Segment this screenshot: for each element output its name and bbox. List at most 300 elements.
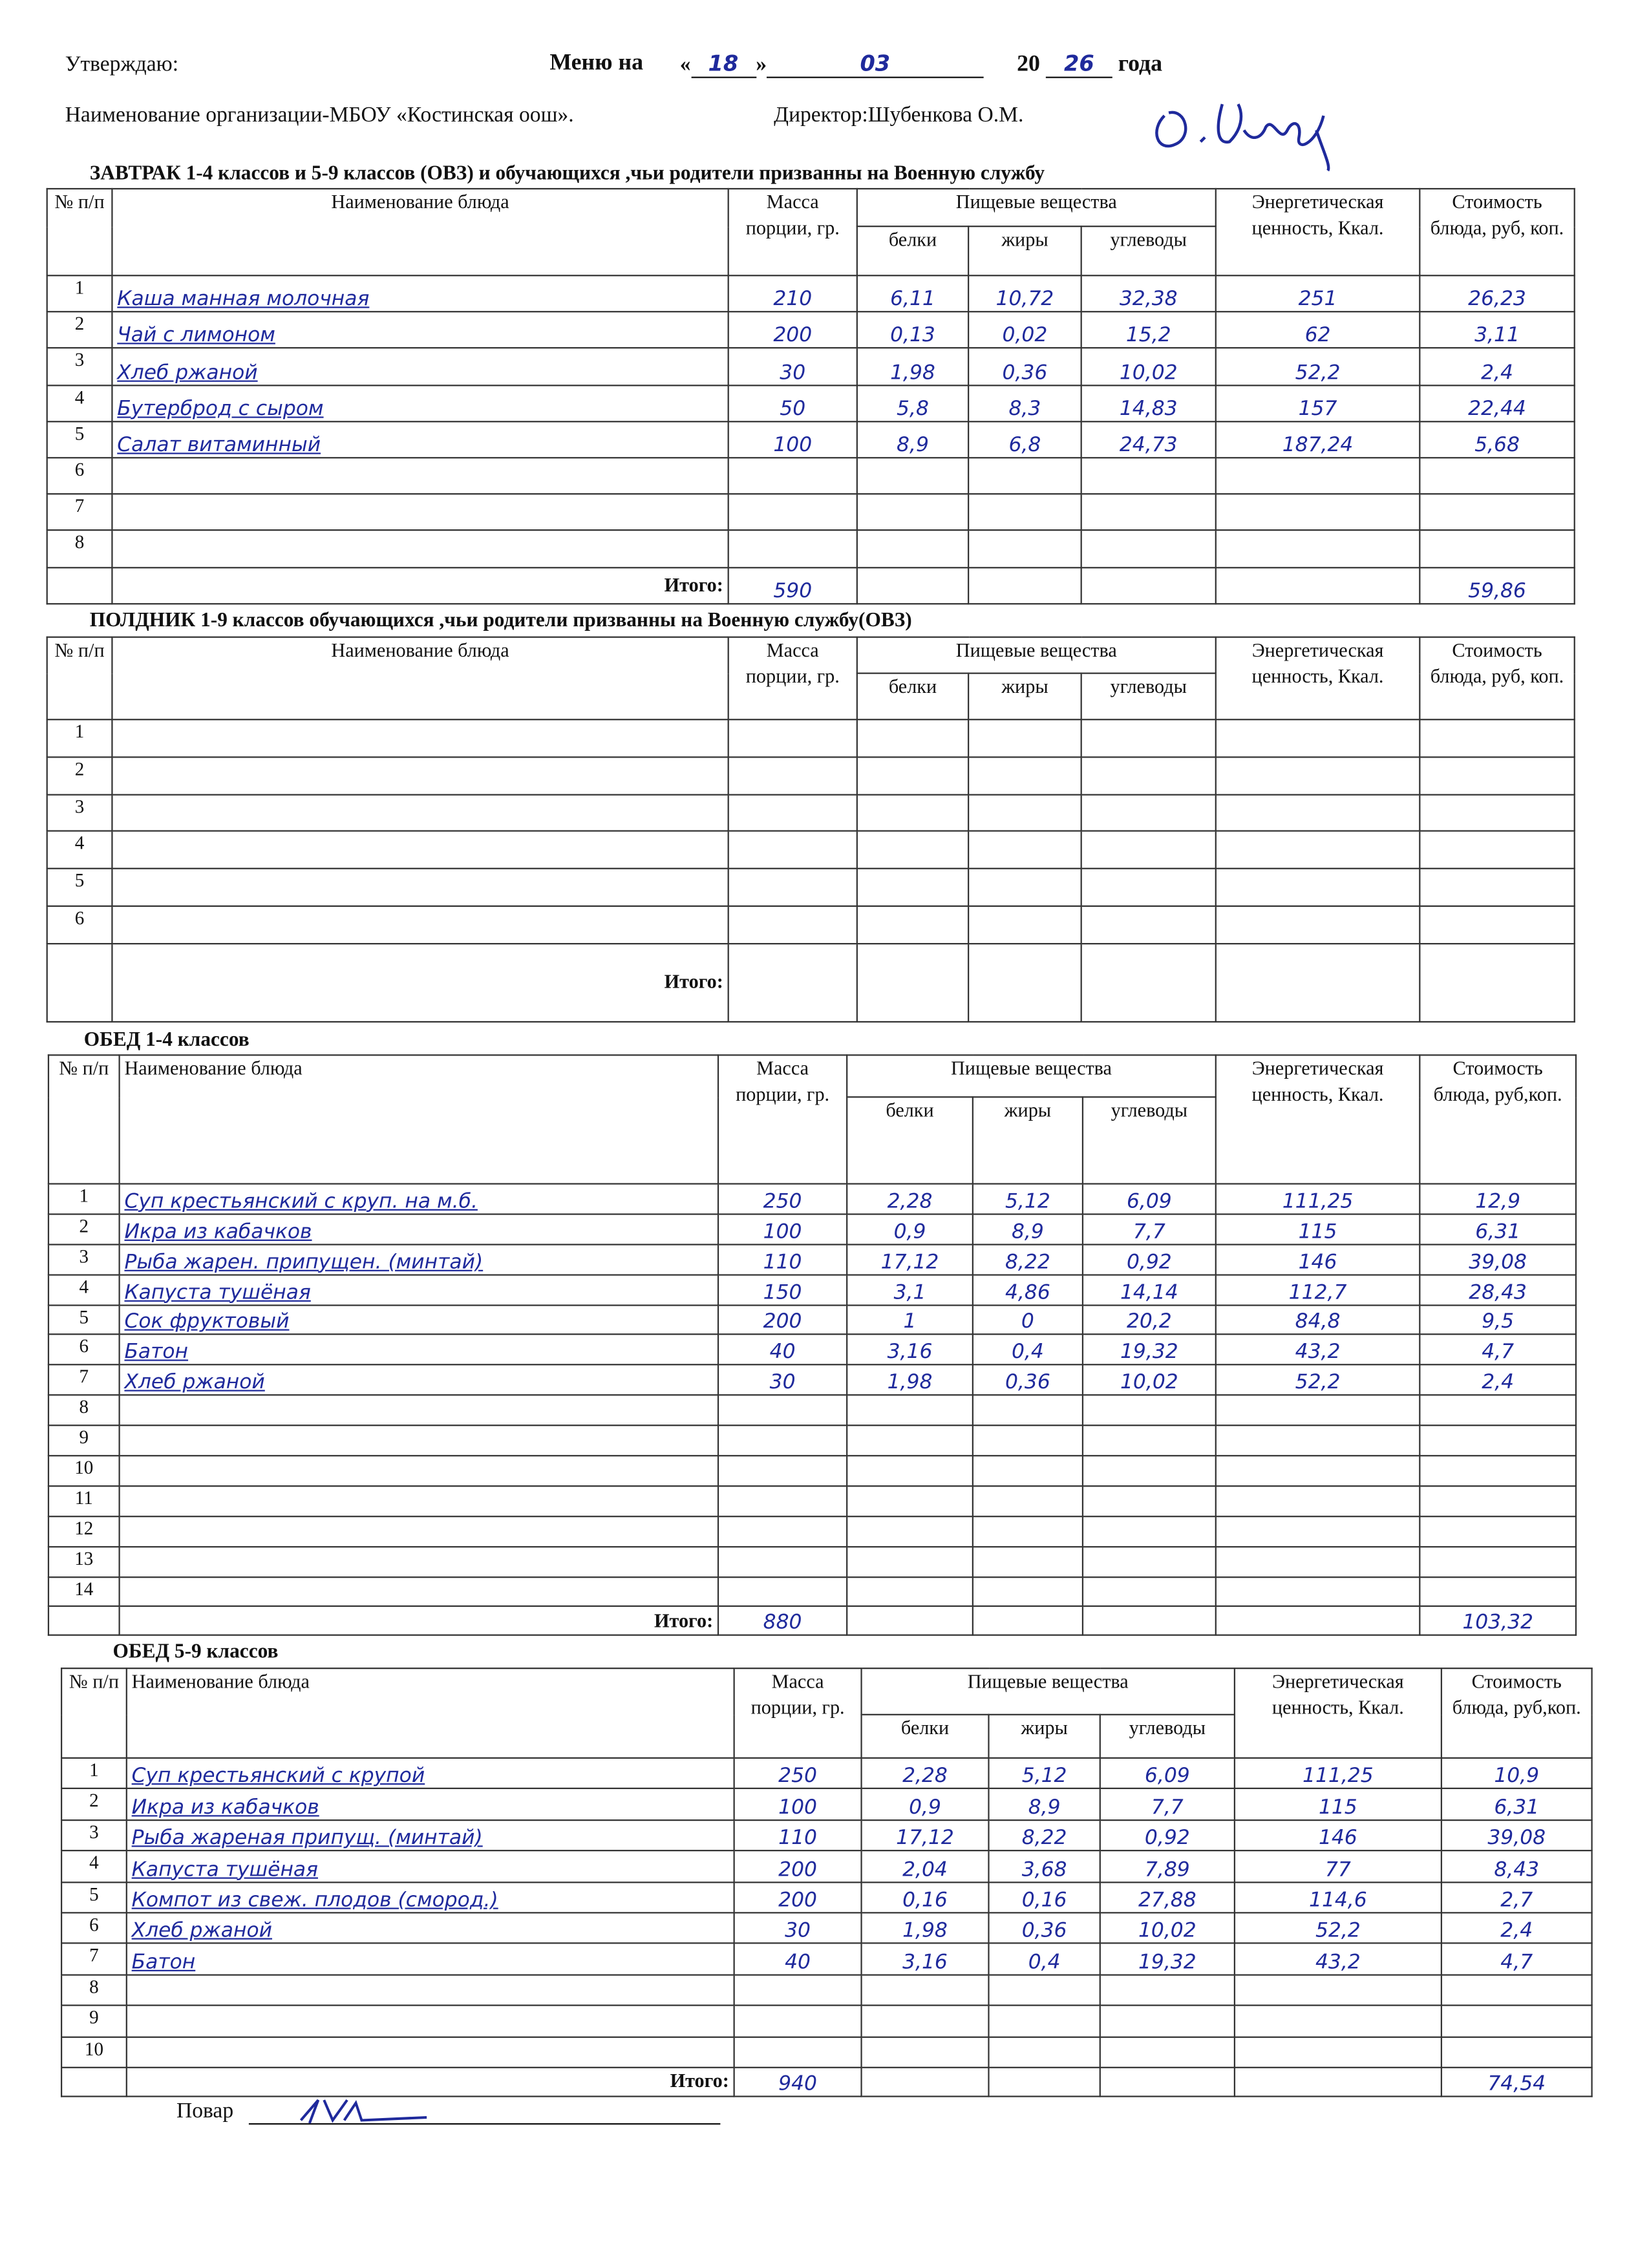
fats <box>968 869 1081 906</box>
total-blank <box>48 1607 120 1636</box>
energy: 115 <box>1235 1789 1442 1820</box>
energy <box>1216 1576 1420 1607</box>
col-num: № п/п <box>47 189 112 275</box>
cost: 12,9 <box>1420 1184 1576 1214</box>
fats <box>968 906 1081 944</box>
cost <box>1420 719 1574 757</box>
carbs: 7,89 <box>1100 1851 1235 1882</box>
proteins <box>857 494 968 530</box>
total-label: Итого: <box>120 1607 718 1636</box>
mass <box>734 2037 862 2068</box>
energy: 52,2 <box>1216 348 1420 385</box>
fats <box>988 2037 1100 2068</box>
cost <box>1420 1576 1576 1607</box>
table-row <box>48 1576 1576 1607</box>
dish-name: Суп крестьянский с круп. на м.б. <box>120 1184 718 1214</box>
col-nutrients: Пищевые вещества <box>857 189 1216 226</box>
row-num: 13 <box>48 1547 120 1577</box>
col-mass: Масса порции, гр. <box>729 637 857 720</box>
table-row <box>48 1244 1576 1275</box>
proteins: 3,1 <box>847 1275 973 1305</box>
mass: 30 <box>718 1365 847 1395</box>
cost: 26,23 <box>1420 275 1574 312</box>
proteins: 8,9 <box>857 421 968 458</box>
energy: 52,2 <box>1235 1913 1442 1944</box>
section-title-lunch-1-4: ОБЕД 1-4 классов <box>83 1030 250 1052</box>
carbs <box>1083 1576 1216 1607</box>
col-name: Наименование блюда <box>112 189 728 275</box>
carbs <box>1081 531 1216 567</box>
cost: 39,08 <box>1442 1820 1592 1851</box>
col-proteins: белки <box>847 1097 973 1183</box>
fats: 5,12 <box>973 1184 1083 1214</box>
energy <box>1216 906 1420 944</box>
table-row <box>61 1851 1591 1882</box>
row-num: 2 <box>48 1214 120 1244</box>
fats: 0 <box>973 1305 1083 1335</box>
fats <box>973 1576 1083 1607</box>
fats <box>968 531 1081 567</box>
menu-document: Утверждаю: Меню на « 18 » 03 20 26 года Наименование организации-МБОУ «Костинская оош». Директор:Шубенкова О.М. ЗАВТРАК 1-4 классов и 5-9 классов (ОВЗ) и обучающихся ,чьи родители призванны на Военную службу № п/п Наименование блюда Масса порции, гр. Пищевые вещества Энергетическая ценность, Ккал. Стоимость блюда, руб, коп. белки жиры углеводы 1 Каша манная молочная 210 6,11 10,72 32,38 251 26,23 2 Чай с лимоном 200 0,13 0,02 15,2 62 3,11 3 Хлеб ржаной 30 1,98 0,36 10,02 52,2 2,4 4 Бутерброд с сыром 50 5,8 8,3 14,83 157 22,44 5 Салат витаминный 100 8,9 6,8 24,73 187,24 5,68 6 7 8 Итого: 590 59,86 ПОЛДНИК 1-9 классов обучающихся ,чьи родители призванны на Военную службу(ОВЗ) № п/п Наименование блюда Масса порции, гр. Пищевые вещества Энергетическая ценность, Ккал. Стоимость блюда, руб, коп. белки жиры углеводы 1 2 3 4 5 6 Итого: ОБЕД 1-4 классов № п/п Наименование блюда Масса порции, гр. Пищевые вещества Энергетическая ценность, Ккал. Стоимость блюда, руб,коп. белки жиры углеводы 1 Суп крестьянский с круп. на м.б. 250 2,28 5,12 6,09 111,25 12,9 2 Икра из кабачков 100 0,9 8,9 7,7 115 6,31 3 Рыба жарен. припущен. (минтай) 110 17,12 8,22 0,92 146 39,08 4 Капуста тушёная 150 3,1 4,86 14,14 112,7 28,43 5 Сок фруктовый 200 1 0 20,2 84,8 9,5 6 Батон 40 3,16 0,4 19,32 43,2 4,7 7 Хлеб ржаной 30 1,98 0,36 10,02 52,2 2,4 8 9 10 11 12 13 14 Итого: 880 103,32 ОБЕД 5-9 классов № п/п Наименование блюда Масса порции, гр. Пищевые вещества Энергетическая ценность, Ккал. Стоимость блюда, руб,коп. белки жиры углеводы 1 Суп крестьянский с крупой 250 2,28 5,12 6,09 111,25 10,9 2 Икра из кабачков 100 0,9 8,9 7,7 115 6,31 3 Рыба жареная припущ. (минтай) 110 17,12 8,22 0,92 146 39,08 4 Капуста тушёная 200 2,04 3,68 7,89 77 8,43 5 Компот из свеж. плодов (смород.) 200 0,16 0,16 27,88 114,6 2,7 6 Хлеб ржаной 30 1,98 0,36 10,02 52,2 2,4 7 Батон 40 3,16 0,4 19,32 43,2 4,7 8 9 10 Итого: 940 74,54 Повар <box>0 0 1649 2268</box>
mass <box>729 831 857 869</box>
col-carbs: углеводы <box>1083 1097 1216 1183</box>
total-mass <box>729 944 857 1022</box>
energy <box>1216 1547 1420 1577</box>
col-carbs: углеводы <box>1081 226 1216 275</box>
cost <box>1420 794 1574 832</box>
table-row <box>61 1913 1591 1944</box>
proteins: 17,12 <box>847 1244 973 1275</box>
table-row <box>47 385 1575 421</box>
proteins <box>857 869 968 906</box>
fats: 8,22 <box>973 1244 1083 1275</box>
table-row <box>61 2037 1591 2068</box>
row-num: 3 <box>47 348 112 385</box>
proteins: 1,98 <box>847 1365 973 1395</box>
proteins <box>847 1486 973 1516</box>
fats <box>973 1486 1083 1516</box>
fats: 6,8 <box>968 421 1081 458</box>
fats <box>968 494 1081 530</box>
dish-name <box>127 1975 734 2006</box>
col-name: Наименование блюда <box>127 1668 734 1758</box>
carbs <box>1081 906 1216 944</box>
cost <box>1420 869 1574 906</box>
proteins <box>847 1456 973 1486</box>
table-row <box>47 794 1575 832</box>
proteins <box>857 794 968 832</box>
mass: 200 <box>718 1305 847 1335</box>
row-num: 6 <box>47 458 112 494</box>
carbs <box>1081 831 1216 869</box>
proteins: 17,12 <box>862 1820 989 1851</box>
col-num: № п/п <box>48 1055 120 1183</box>
table-row <box>61 1975 1591 2006</box>
table-row <box>47 494 1575 530</box>
table-row <box>47 757 1575 794</box>
col-nutrients: Пищевые вещества <box>857 637 1216 673</box>
dish-name <box>127 2037 734 2068</box>
fats <box>968 719 1081 757</box>
fats <box>973 1547 1083 1577</box>
row-num: 5 <box>61 1881 127 1913</box>
row-num: 3 <box>61 1820 127 1851</box>
cook-signature <box>290 2094 434 2129</box>
proteins <box>857 531 968 567</box>
mass: 110 <box>734 1820 862 1851</box>
mass <box>729 906 857 944</box>
carbs: 10,02 <box>1100 1913 1235 1944</box>
mass <box>718 1426 847 1456</box>
proteins <box>862 1975 989 2006</box>
fats <box>968 458 1081 494</box>
total-mass: 940 <box>734 2068 862 2097</box>
total-label: Итого: <box>112 944 728 1022</box>
row-num: 4 <box>48 1275 120 1305</box>
cost: 28,43 <box>1420 1275 1576 1305</box>
proteins: 1,98 <box>862 1913 989 1944</box>
proteins <box>862 2037 989 2068</box>
col-cost: Стоимость блюда, руб, коп. <box>1420 189 1574 275</box>
cost <box>1442 2037 1592 2068</box>
mass: 40 <box>734 1944 862 1975</box>
energy <box>1216 719 1420 757</box>
fats: 0,36 <box>968 348 1081 385</box>
table-row <box>47 348 1575 385</box>
row-num: 7 <box>48 1365 120 1395</box>
row-num: 2 <box>47 757 112 794</box>
mass: 100 <box>734 1789 862 1820</box>
table-row <box>47 275 1575 312</box>
dish-name: Салат витаминный <box>112 421 728 458</box>
proteins: 3,16 <box>862 1944 989 1975</box>
total-cost: 74,54 <box>1442 2068 1592 2097</box>
table-row <box>48 1214 1576 1244</box>
energy: 43,2 <box>1235 1944 1442 1975</box>
organization-name: Наименование организации-МБОУ «Костинская оош». <box>65 104 574 127</box>
fats: 0,4 <box>988 1944 1100 1975</box>
cost <box>1420 1547 1576 1577</box>
col-carbs: углеводы <box>1100 1715 1235 1758</box>
col-nutrients: Пищевые вещества <box>862 1668 1235 1715</box>
total-row <box>47 567 1575 603</box>
col-cost: Стоимость блюда, руб, коп. <box>1420 637 1574 720</box>
carbs: 20,2 <box>1083 1305 1216 1335</box>
proteins: 2,28 <box>862 1758 989 1789</box>
carbs: 32,38 <box>1081 275 1216 312</box>
cost: 5,68 <box>1420 421 1574 458</box>
section-title-lunch-5-9: ОБЕД 5-9 классов <box>112 1641 279 1664</box>
carbs: 7,7 <box>1100 1789 1235 1820</box>
total-mass: 590 <box>729 567 857 603</box>
carbs: 6,09 <box>1083 1184 1216 1214</box>
proteins: 2,04 <box>862 1851 989 1882</box>
proteins: 5,8 <box>857 385 968 421</box>
row-num: 6 <box>61 1913 127 1944</box>
col-energy: Энергетическая ценность, Ккал. <box>1216 637 1420 720</box>
menu-table-snack <box>47 637 1575 1023</box>
mass: 30 <box>734 1913 862 1944</box>
cost: 2,4 <box>1442 1913 1592 1944</box>
energy <box>1216 531 1420 567</box>
fats <box>968 757 1081 794</box>
col-fats: жиры <box>988 1715 1100 1758</box>
fats <box>988 1975 1100 2006</box>
mass <box>718 1395 847 1426</box>
mass: 110 <box>718 1244 847 1275</box>
dish-name <box>112 794 728 832</box>
carbs <box>1081 757 1216 794</box>
table-row <box>48 1365 1576 1395</box>
energy: 84,8 <box>1216 1305 1420 1335</box>
dish-name <box>112 757 728 794</box>
carbs: 10,02 <box>1081 348 1216 385</box>
table-row <box>61 1820 1591 1851</box>
menu-table-lunch-5-9 <box>61 1668 1593 2097</box>
mass <box>729 794 857 832</box>
total-blank <box>47 567 112 603</box>
mass: 210 <box>729 275 857 312</box>
fats <box>973 1456 1083 1486</box>
dish-name: Компот из свеж. плодов (смород.) <box>127 1881 734 1913</box>
carbs: 6,09 <box>1100 1758 1235 1789</box>
dish-name <box>112 719 728 757</box>
row-num: 3 <box>47 794 112 832</box>
year-prefix: 20 <box>1017 52 1040 77</box>
fats: 0,02 <box>968 312 1081 348</box>
proteins <box>847 1395 973 1426</box>
mass: 30 <box>729 348 857 385</box>
mass <box>729 458 857 494</box>
cost: 3,11 <box>1420 312 1574 348</box>
mass <box>718 1547 847 1577</box>
energy <box>1216 494 1420 530</box>
proteins: 0,13 <box>857 312 968 348</box>
total-blank <box>61 2068 127 2097</box>
dish-name <box>120 1486 718 1516</box>
dish-name <box>112 906 728 944</box>
carbs: 0,92 <box>1100 1820 1235 1851</box>
table-row <box>47 869 1575 906</box>
dish-name: Сок фруктовый <box>120 1305 718 1335</box>
carbs <box>1083 1426 1216 1456</box>
col-mass: Масса порции, гр. <box>734 1668 862 1758</box>
dish-name: Суп крестьянский с крупой <box>127 1758 734 1789</box>
cost <box>1420 831 1574 869</box>
cost <box>1442 2006 1592 2037</box>
mass <box>734 2006 862 2037</box>
cost: 4,7 <box>1420 1335 1576 1365</box>
col-fats: жиры <box>968 673 1081 720</box>
dish-name: Капуста тушёная <box>120 1275 718 1305</box>
energy <box>1235 2006 1442 2037</box>
fats <box>973 1516 1083 1547</box>
proteins: 1,98 <box>857 348 968 385</box>
table-row <box>47 312 1575 348</box>
carbs: 7,7 <box>1083 1214 1216 1244</box>
cost: 2,4 <box>1420 1365 1576 1395</box>
dish-name: Икра из кабачков <box>120 1214 718 1244</box>
total-row <box>47 944 1575 1022</box>
energy <box>1216 757 1420 794</box>
cost: 6,31 <box>1420 1214 1576 1244</box>
fats: 0,36 <box>988 1913 1100 1944</box>
cost <box>1420 1516 1576 1547</box>
col-cost: Стоимость блюда, руб,коп. <box>1420 1055 1576 1183</box>
row-num: 9 <box>61 2006 127 2037</box>
fats <box>968 794 1081 832</box>
carbs <box>1081 719 1216 757</box>
row-num: 8 <box>47 531 112 567</box>
row-num: 10 <box>48 1456 120 1486</box>
mass: 250 <box>718 1184 847 1214</box>
row-num: 5 <box>48 1305 120 1335</box>
table-row <box>48 1335 1576 1365</box>
col-energy: Энергетическая ценность, Ккал. <box>1216 1055 1420 1183</box>
col-fats: жиры <box>973 1097 1083 1183</box>
dish-name: Батон <box>120 1335 718 1365</box>
fats: 8,9 <box>973 1214 1083 1244</box>
energy: 43,2 <box>1216 1335 1420 1365</box>
dish-name: Икра из кабачков <box>127 1789 734 1820</box>
energy <box>1235 1975 1442 2006</box>
table-row <box>47 831 1575 869</box>
carbs <box>1083 1547 1216 1577</box>
energy <box>1216 1426 1420 1456</box>
fats: 5,12 <box>988 1758 1100 1789</box>
cook-label: Повар <box>176 2100 234 2123</box>
col-fats: жиры <box>968 226 1081 275</box>
director-signature <box>1143 87 1360 173</box>
total-label: Итого: <box>127 2068 734 2097</box>
proteins <box>857 458 968 494</box>
proteins <box>857 906 968 944</box>
approve-label: Утверждаю: <box>65 53 179 77</box>
energy: 112,7 <box>1216 1275 1420 1305</box>
row-num: 8 <box>61 1975 127 2006</box>
energy: 251 <box>1216 275 1420 312</box>
total-cost: 103,32 <box>1420 1607 1576 1636</box>
table-row <box>61 2006 1591 2037</box>
proteins: 0,16 <box>862 1881 989 1913</box>
table-row <box>47 906 1575 944</box>
carbs: 24,73 <box>1081 421 1216 458</box>
col-proteins: белки <box>862 1715 989 1758</box>
fats: 0,36 <box>973 1365 1083 1395</box>
proteins <box>847 1576 973 1607</box>
energy: 187,24 <box>1216 421 1420 458</box>
cost: 2,4 <box>1420 348 1574 385</box>
fats: 8,22 <box>988 1820 1100 1851</box>
cost: 2,7 <box>1442 1881 1592 1913</box>
total-label: Итого: <box>112 567 728 603</box>
col-proteins: белки <box>857 226 968 275</box>
table-row <box>48 1305 1576 1335</box>
cost <box>1420 757 1574 794</box>
fats: 4,86 <box>973 1275 1083 1305</box>
carbs: 14,83 <box>1081 385 1216 421</box>
dish-name <box>112 494 728 530</box>
energy: 111,25 <box>1216 1184 1420 1214</box>
mass <box>718 1576 847 1607</box>
row-num: 10 <box>61 2037 127 2068</box>
carbs <box>1081 494 1216 530</box>
mass <box>729 869 857 906</box>
col-cost: Стоимость блюда, руб,коп. <box>1442 1668 1592 1758</box>
section-title-breakfast: ЗАВТРАК 1-4 классов и 5-9 классов (ОВЗ) и обучающихся ,чьи родители призванны на Военную службу <box>89 163 1045 185</box>
fats <box>968 831 1081 869</box>
row-num: 12 <box>48 1516 120 1547</box>
director-name: Директор:Шубенкова О.М. <box>774 104 1024 127</box>
mass <box>718 1486 847 1516</box>
proteins <box>847 1516 973 1547</box>
table-row <box>48 1516 1576 1547</box>
fats: 3,68 <box>988 1851 1100 1882</box>
carbs <box>1083 1456 1216 1486</box>
carbs: 10,02 <box>1083 1365 1216 1395</box>
energy: 111,25 <box>1235 1758 1442 1789</box>
dish-name <box>112 869 728 906</box>
row-num: 9 <box>48 1426 120 1456</box>
proteins <box>847 1426 973 1456</box>
proteins: 0,9 <box>862 1789 989 1820</box>
fats <box>988 2006 1100 2037</box>
mass: 150 <box>718 1275 847 1305</box>
energy: 146 <box>1216 1244 1420 1275</box>
dish-name <box>120 1456 718 1486</box>
mass: 40 <box>718 1335 847 1365</box>
mass <box>729 719 857 757</box>
carbs <box>1100 2037 1235 2068</box>
energy <box>1216 794 1420 832</box>
fats: 0,16 <box>988 1881 1100 1913</box>
carbs <box>1100 1975 1235 2006</box>
total-cost: 59,86 <box>1420 567 1574 603</box>
dish-name: Каша манная молочная <box>112 275 728 312</box>
row-num: 14 <box>48 1576 120 1607</box>
row-num: 5 <box>47 869 112 906</box>
row-num: 1 <box>61 1758 127 1789</box>
col-mass: Масса порции, гр. <box>718 1055 847 1183</box>
carbs: 15,2 <box>1081 312 1216 348</box>
energy: 146 <box>1235 1820 1442 1851</box>
year-word: года <box>1118 52 1162 77</box>
mass: 200 <box>734 1851 862 1882</box>
proteins: 1 <box>847 1305 973 1335</box>
col-num: № п/п <box>61 1668 127 1758</box>
mass <box>718 1516 847 1547</box>
table-row <box>61 1944 1591 1975</box>
mass: 100 <box>718 1214 847 1244</box>
row-num: 11 <box>48 1486 120 1516</box>
col-energy: Энергетическая ценность, Ккал. <box>1216 189 1420 275</box>
dish-name <box>120 1516 718 1547</box>
mass <box>729 494 857 530</box>
row-num: 7 <box>47 494 112 530</box>
cost: 6,31 <box>1442 1789 1592 1820</box>
menu-day: 18 <box>691 50 756 78</box>
fats: 0,4 <box>973 1335 1083 1365</box>
carbs <box>1081 794 1216 832</box>
proteins <box>857 757 968 794</box>
menu-table-breakfast <box>47 188 1575 604</box>
menu-month: 03 <box>767 50 984 78</box>
col-energy: Энергетическая ценность, Ккал. <box>1235 1668 1442 1758</box>
total-row <box>48 1607 1576 1636</box>
energy: 157 <box>1216 385 1420 421</box>
carbs <box>1083 1516 1216 1547</box>
dish-name: Хлеб ржаной <box>120 1365 718 1395</box>
